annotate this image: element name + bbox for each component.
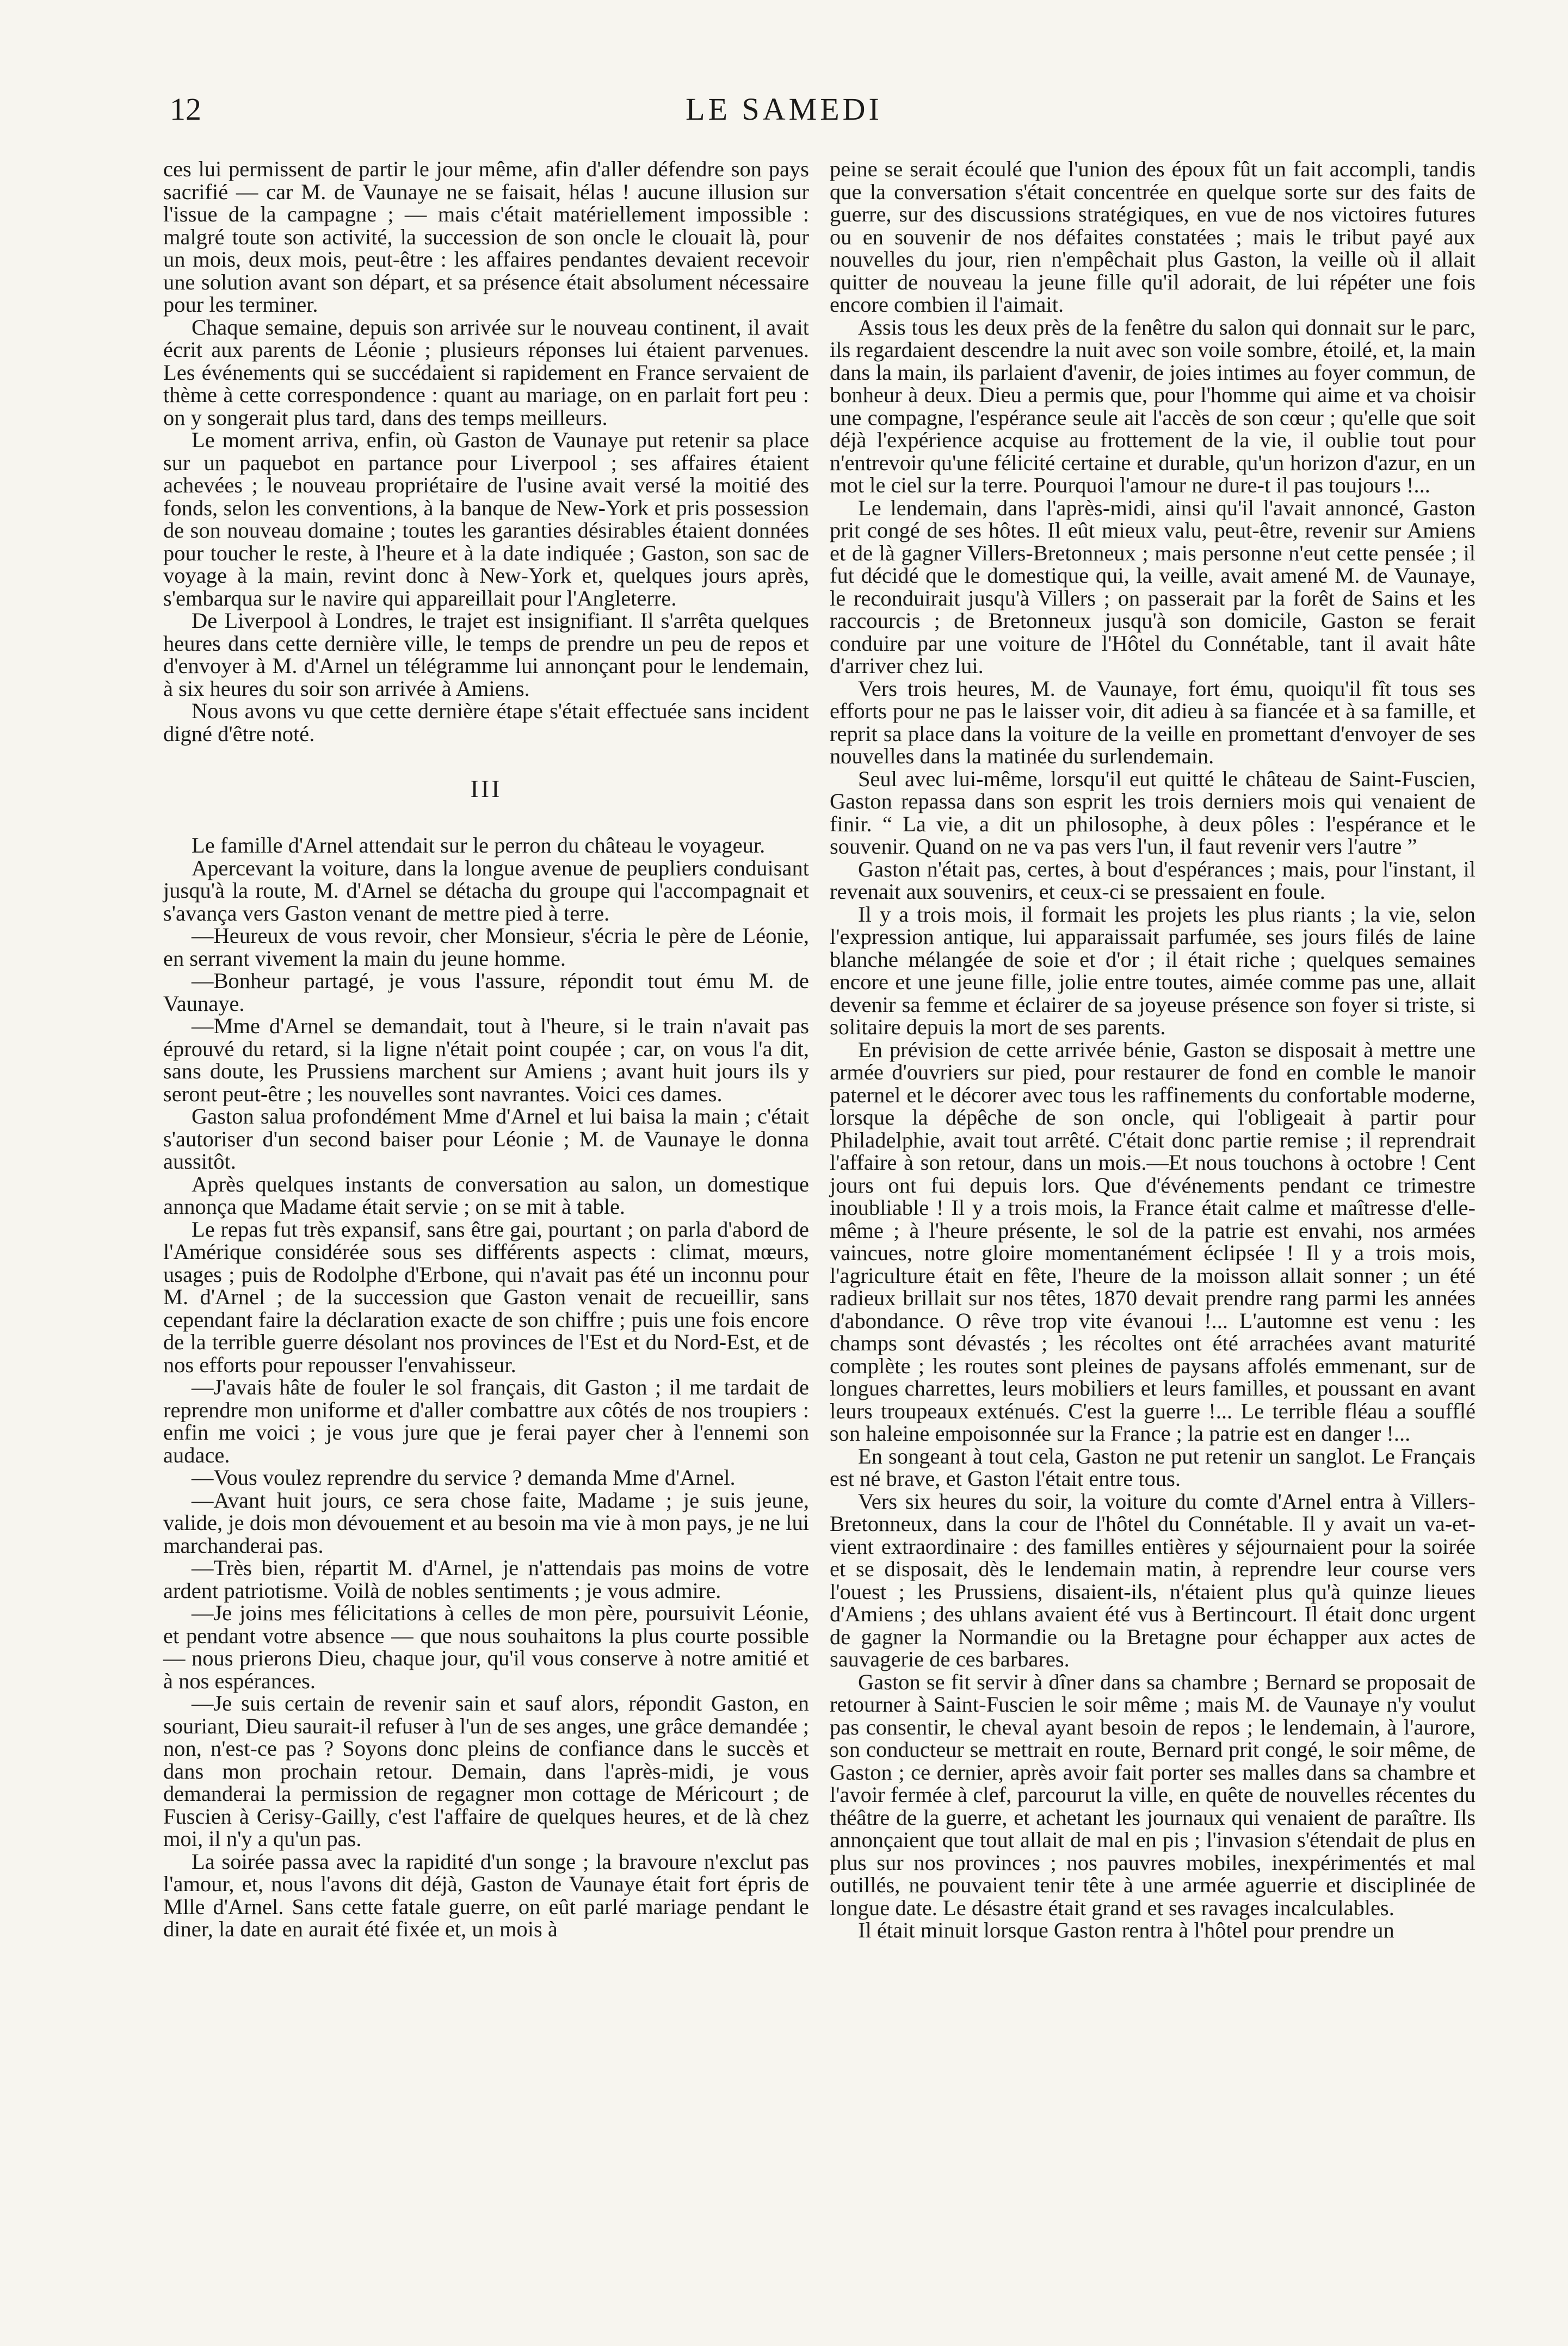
paragraph: Nous avons vu que cette dernière étape s'était effectuée sans incident digné d'être noté. bbox=[163, 699, 809, 746]
paragraph: Assis tous les deux près de la fenêtre du salon qui donnait sur le parc, ils regardaient descendre la nuit avec son voile sombre, étoilé, et, la main dans la main, ils parlaient d'avenir, de joies intimes au foyer commun, de bonheur à deux. Dieu a permis que, pour l'homme qui aime et va choisir une compagne, l'espérance seule ait l'accès de son cœur ; qu'elle que soit déjà l'expérience acquise au frottement de la vie, il oublie tout pour n'entrevoir qu'une félicité certaine et durable, qu'un horizon d'azur, en un mot le ciel sur la terre. Pourquoi l'amour ne dure-t il pas toujours !... bbox=[830, 314, 1476, 497]
right-column bbox=[830, 158, 1476, 1942]
section-heading: III bbox=[470, 775, 502, 802]
paragraph: De Liverpool à Londres, le trajet est insignifiant. Il s'arrêta quelques heures dans cette dernière ville, le temps de prendre un peu de repos et d'envoyer à M. d'Arnel un télégramme lui annonçant pour le lendemain, à six heures du soir son arrivée à Amiens. bbox=[163, 608, 809, 701]
paragraph: —Avant huit jours, ce sera chose faite, Madame ; je suis jeune, valide, je dois mon dévouement et au besoin ma vie à mon pays, je ne lui marchanderai pas. bbox=[163, 1487, 809, 1558]
paragraph: Le lendemain, dans l'après-midi, ainsi qu'il l'avait annoncé, Gaston prit congé de ses hôtes. Il eût mieux valu, peut-être, revenir sur Amiens et de là gagner Villers-Bretonneux ; mais personne n'eut cette pensée ; il fut décidé que le domestique qui, la veille, avait amené M. de Vaunaye, le reconduirait jusqu'à Villers ; on passerait par la forêt de Sains et les raccourcis ; de Bretonneux jusqu'à son domicile, Gaston se ferait conduire par une voiture de l'Hôtel du Connétable, tant il avait hâte d'arriver chez lui. bbox=[830, 495, 1476, 678]
paragraph: Gaston se fit servir à dîner dans sa chambre ; Bernard se proposait de retourner à Saint-Fuscien le soir même ; mais M. de Vaunaye n'y voulut pas consentir, le cheval ayant besoin de repos ; le lendemain, à l'aurore, son conducteur se mettrait en route, Bernard prit congé, le soir même, de Gaston ; ce dernier, après avoir fait porter ses malles dans sa chambre et l'avoir fermée à clef, parcourut la ville, en quête de nouvelles récentes du théâtre de la guerre, et achetant les journaux qui venaient de paraître. Ils annonçaient que tout allait de mal en pis ; l'invasion s'étendait de plus en plus sur nos provinces ; nos pauvres mobiles, inexpérimentés et mal outillés, ne pouvaient tenir tête à une armée aguerrie et disciplinée de longue date. Le désastre était grand et ses ravages incalculables. bbox=[830, 1669, 1476, 1920]
paragraph: —Je suis certain de revenir sain et sauf alors, répondit Gaston, en souriant, Dieu saurait-il refuser à l'un de ses anges, une grâce demandée ; non, n'est-ce pas ? Soyons donc pleins de confiance dans le succès et dans mon prochain retour. Demain, dans l'après-midi, je vous demanderai la permission de regagner mon cottage de Méricourt ; de Fuscien à Cerisy-Gailly, c'est l'affaire de quelques heures, et de là chez moi, il n'y a qu'un pas. bbox=[163, 1691, 809, 1851]
journal-title: LE SAMEDI bbox=[686, 91, 882, 127]
paragraph: —Heureux de vous revoir, cher Monsieur, s'écria le père de Léonie, en serrant vivement la main du jeune homme. bbox=[163, 923, 809, 971]
paragraph: —Je joins mes félicitations à celles de mon père, poursuivit Léonie, et pendant votre absence — que nous souhaitons la plus courte possible — nous prierons Dieu, chaque jour, qu'il vous conserve à notre amitié et à nos espérances. bbox=[163, 1601, 809, 1693]
paragraph: Vers trois heures, M. de Vaunaye, fort ému, quoiqu'il fît tous ses efforts pour ne pas le laisser voir, dit adieu à sa fiancée et à sa famille, et reprit sa place dans la voiture de la veille en promettant d'envoyer de ses nouvelles dans la matinée du surlendemain. bbox=[830, 676, 1476, 768]
paragraph: En songeant à tout cela, Gaston ne put retenir un sanglot. Le Français est né brave, et Gaston l'était entre tous. bbox=[830, 1443, 1476, 1491]
paragraph: Le famille d'Arnel attendait sur le perron du château le voyageur. bbox=[192, 833, 766, 857]
paragraph: Seul avec lui-même, lorsqu'il eut quitté le château de Saint-Fuscien, Gaston repassa dans son esprit les trois derniers mois qui venaient de finir. “ La vie, a dit un philosophe, à deux pôles : l'espérance et le souvenir. Quand on ne va pas vers l'un, il faut revenir vers l'autre ” bbox=[830, 766, 1476, 859]
paragraph: Il y a trois mois, il formait les projets les plus riants ; la vie, selon l'expression antique, lui apparaissait parfumée, ses jours filés de laine blanche mélangée de soie et d'or ; il était riche ; quelques semaines encore et une jeune fille, jolie entre toutes, aimée comme pas une, allait devenir sa femme et éclairer de sa joyeuse présence son foyer si triste, si solitaire depuis la mort de ses parents. bbox=[830, 902, 1476, 1039]
paragraph: —Vous voulez reprendre du service ? demanda Mme d'Arnel. bbox=[192, 1465, 736, 1490]
paragraph: Vers six heures du soir, la voiture du comte d'Arnel entra à Villers-Bretonneux, dans la cour de l'hôtel du Connétable. Il y avait un va-et-vient extraordinaire : des familles entières y séjournaient pour la soirée et se disposait, dès le lendemain matin, à reprendre leur course vers l'ouest ; les Prussiens, disaient-ils, n'étaient plus qu'à quinze lieues d'Amiens ; des uhlans avaient été vus à Bertincourt. Il était donc urgent de gagner la Normandie ou la Bretagne pour échapper aux actes de sauvagerie de ces barbares. bbox=[830, 1489, 1476, 1671]
paragraph: Après quelques instants de conversation au salon, un domestique annonça que Madame était servie ; on se mit à table. bbox=[163, 1171, 809, 1219]
paragraph: peine se serait écoulé que l'union des époux fût un fait accompli, tandis que la conversation s'était concentrée en quelque sorte sur des faits de guerre, sur des discussions stratégiques, en vue de nos victoires futures ou en souvenir de nos défaites constatées ; mais le tribut payé aux nouvelles du jour, rien n'empêchait plus Gaston, la veille où il allait quitter de nouveau la jeune fille qu'il adorait, de lui répéter une fois encore combien il l'aimait. bbox=[830, 157, 1476, 317]
page-number: 12 bbox=[170, 91, 201, 127]
paragraph: —Bonheur partagé, je vous l'assure, répondit tout ému M. de Vaunaye. bbox=[163, 968, 809, 1016]
paragraph: Gaston salua profondément Mme d'Arnel et lui baisa la main ; c'était s'autoriser d'un second baiser pour Léonie ; M. de Vaunaye le donna aussitôt. bbox=[163, 1104, 809, 1174]
paragraph: Chaque semaine, depuis son arrivée sur le nouveau continent, il avait écrit aux parents de Léonie ; plusieurs réponses lui étaient parvenues. Les événements qui se succédaient si rapidement en France servaient de thème à cette correspondence : quant au mariage, on en parlait fort peu : on y songerait plus tard, dans des temps meilleurs. bbox=[163, 314, 809, 430]
paragraph: Le moment arriva, enfin, où Gaston de Vaunaye put retenir sa place sur un paquebot en partance pour Liverpool ; ses affaires étaient achevées ; le nouveau propriétaire de l'usine avait versé la moitié des fonds, selon les conventions, à la banque de New-York et pris possession de son nouveau domaine ; toutes les garanties désirables étaient données pour toucher le reste, à l'heure et à la date indiquée ; Gaston, son sac de voyage à la main, revint donc à New-York et, quelques jours après, s'embarqua sur le navire qui appareillait pour l'Angleterre. bbox=[163, 428, 809, 610]
paragraph: Gaston n'était pas, certes, à bout d'espérances ; mais, pour l'instant, il revenait aux souvenirs, et ceux-ci se pressaient en foule. bbox=[830, 856, 1476, 904]
paragraph: Le repas fut très expansif, sans être gai, pourtant ; on parla d'abord de l'Amérique considérée sous ses différents aspects : climat, mœurs, usages ; puis de Rodolphe d'Erbone, qui n'avait pas été un inconnu pour M. d'Arnel ; de la succession que Gaston venait de recueillir, sans cependant faire la déclaration exacte de son chiffre ; puis une fois encore de la terrible guerre désolant nos provinces de l'Est et du Nord-Est, et de nos efforts pour repousser l'envahisseur. bbox=[163, 1217, 809, 1377]
paragraph: Il était minuit lorsque Gaston rentra à l'hôtel pour prendre un bbox=[858, 1918, 1394, 1942]
paragraph: —J'avais hâte de fouler le sol français, dit Gaston ; il me tardait de reprendre mon uniforme et d'aller combattre aux côtés de nos troupiers : enfin me voici ; je vous jure que je ferai payer cher à l'ennemi son audace. bbox=[163, 1375, 809, 1467]
paragraph: La soirée passa avec la rapidité d'un songe ; la bravoure n'exclut pas l'amour, et, nous l'avons dit déjà, Gaston de Vaunaye était fort épris de Mlle d'Arnel. Sans cette fatale guerre, on eût parlé mariage pendant le diner, la date en aurait été fixée et, un mois à bbox=[163, 1849, 809, 1941]
paragraph: —Mme d'Arnel se demandait, tout à l'heure, si le train n'avait pas éprouvé du retard, si la ligne n'était point coupée ; car, on vous l'a dit, sans doute, les Prussiens marchent sur Amiens ; avant huit jours ils y seront peut-être ; les nouvelles sont navrantes. Voici ces dames. bbox=[163, 1014, 809, 1106]
paragraph: —Très bien, répartit M. d'Arnel, je n'attendais pas moins de votre ardent patriotisme. Voilà de nobles sentiments ; je vous admire. bbox=[163, 1555, 809, 1603]
paragraph: En prévision de cette arrivée bénie, Gaston se disposait à mettre une armée d'ouvriers sur pied, pour restaurer de fond en comble le manoir paternel et le décorer avec tous les raffinements du confortable moderne, lorsque la dépêche de son oncle, qui l'obligeait à partir pour Philadelphie, avait tout arrêté. C'était donc partie remise ; il reprendrait l'affaire à son retour, dans un mois.—Et nous touchons à octobre ! Cent jours ont fui depuis lors. Que d'événements pendant ce trimestre inoubliable ! Il y a trois mois, la France était calme et maîtresse d'elle-même ; à l'heure présente, le sol de la patrie est envahi, nos armées vaincues, notre gloire momentanément éclipsée ! Il y a trois mois, l'agriculture était en fête, l'heure de la moisson allait sonner ; un été radieux brillait sur nos têtes, 1870 devait prendre rang parmi les années d'abondance. O rêve trop vite évanoui !... L'automne est venu : les champs sont dévastés ; les récoltes ont été arrachées avant maturité complète ; les routes sont pleines de paysans affolés emmenant, sur de longues charrettes, leurs mobiliers et leurs familles, et poussant en avant leurs troupeaux exténués. C'est la guerre !... Le terrible fléau a soufflé son haleine empoisonnée sur la France ; la patrie est en danger !... bbox=[830, 1037, 1476, 1446]
paragraph: ces lui permissent de partir le jour même, afin d'aller défendre son pays sacrifié — car M. de Vaunaye ne se faisait, hélas ! aucune illusion sur l'issue de la campagne ; — mais c'était matériellement impossible : malgré toute son activité, la succession de son oncle le clouait là, pour un mois, deux mois, peut-être : les affaires pendantes devaient recevoir une solution avant son départ, et sa présence était absolument nécessaire pour les terminer. bbox=[163, 157, 809, 317]
paragraph: Apercevant la voiture, dans la longue avenue de peupliers conduisant jusqu'à la route, M. d'Arnel se détacha du groupe qui l'accompagnait et s'avança vers Gaston venant de mettre pied à terre. bbox=[163, 855, 809, 925]
left-column bbox=[163, 158, 809, 1941]
